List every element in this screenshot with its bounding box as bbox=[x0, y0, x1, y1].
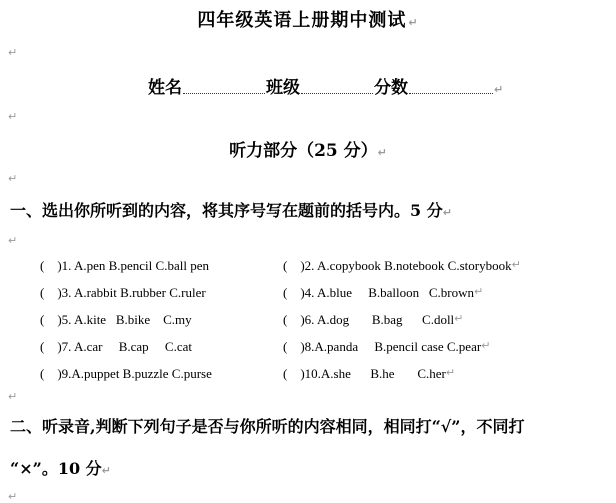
question-2-text-line2: “×”。10 分 bbox=[10, 459, 102, 478]
paragraph-mark-icon: ↵ bbox=[442, 206, 452, 219]
name-blank[interactable] bbox=[183, 91, 265, 94]
question-item: ( )4. A.blue B.balloon C.brown bbox=[283, 285, 475, 300]
title-text: 四年级英语上册期中测试 bbox=[197, 10, 407, 31]
page-title bbox=[0, 6, 616, 32]
question-item: ( )3. A.rabbit B.rubber C.ruler bbox=[40, 285, 206, 300]
class-label: 班级 bbox=[266, 78, 300, 98]
paragraph-mark-icon: ↵ bbox=[494, 83, 504, 96]
question-2-text-line1: 二、听录音,判断下列句子是否与你所听的内容相同，相同打“√”，不同打 bbox=[10, 417, 525, 436]
listening-section-text: 听力部分（25 分） bbox=[229, 141, 378, 161]
question-row bbox=[40, 339, 490, 355]
question-2-heading bbox=[10, 414, 525, 437]
question-1-text: 一、选出你所听到的内容，将其序号写在题前的括号内。5 分 bbox=[10, 201, 443, 220]
question-item: ( )1. A.pen B.pencil C.ball pen bbox=[40, 258, 209, 273]
paragraph-mark-icon: ↵ bbox=[8, 46, 18, 59]
score-label: 分数 bbox=[374, 78, 408, 98]
paragraph-mark-icon: ↵ bbox=[8, 172, 18, 185]
name-label: 姓名 bbox=[148, 78, 182, 98]
paragraph-mark-icon: ↵ bbox=[481, 339, 491, 352]
paragraph-mark-icon: ↵ bbox=[454, 312, 464, 325]
question-row bbox=[40, 285, 483, 301]
listening-section-heading bbox=[0, 136, 616, 161]
question-item: ( )2. A.copybook B.notebook C.storybook bbox=[283, 258, 512, 273]
question-item: ( )5. A.kite B.bike C.my bbox=[40, 312, 192, 327]
paragraph-mark-icon: ↵ bbox=[408, 16, 419, 29]
paragraph-mark-icon: ↵ bbox=[8, 234, 18, 247]
score-blank[interactable] bbox=[409, 91, 493, 94]
class-blank[interactable] bbox=[301, 91, 373, 94]
question-item: ( )8.A.panda B.pencil case C.pear bbox=[283, 339, 482, 354]
paragraph-mark-icon: ↵ bbox=[8, 490, 18, 503]
question-item: ( )10.A.she B.he C.her bbox=[283, 366, 446, 381]
question-item: ( )6. A.dog B.bag C.doll bbox=[283, 312, 455, 327]
question-row bbox=[40, 366, 455, 382]
question-1-heading bbox=[10, 198, 452, 221]
question-item: ( )9.A.puppet B.puzzle C.purse bbox=[40, 366, 212, 381]
paragraph-mark-icon: ↵ bbox=[474, 285, 484, 298]
question-2-heading-continued bbox=[10, 456, 111, 479]
paragraph-mark-icon: ↵ bbox=[377, 146, 387, 159]
paragraph-mark-icon: ↵ bbox=[8, 390, 18, 403]
paragraph-mark-icon: ↵ bbox=[445, 366, 456, 379]
question-item: ( )7. A.car B.cap C.cat bbox=[40, 339, 192, 354]
question-row bbox=[40, 312, 463, 328]
question-row bbox=[40, 258, 521, 274]
paragraph-mark-icon: ↵ bbox=[511, 258, 521, 271]
student-info-line bbox=[148, 73, 503, 98]
paragraph-mark-icon: ↵ bbox=[8, 110, 18, 123]
paragraph-mark-icon: ↵ bbox=[101, 464, 111, 477]
